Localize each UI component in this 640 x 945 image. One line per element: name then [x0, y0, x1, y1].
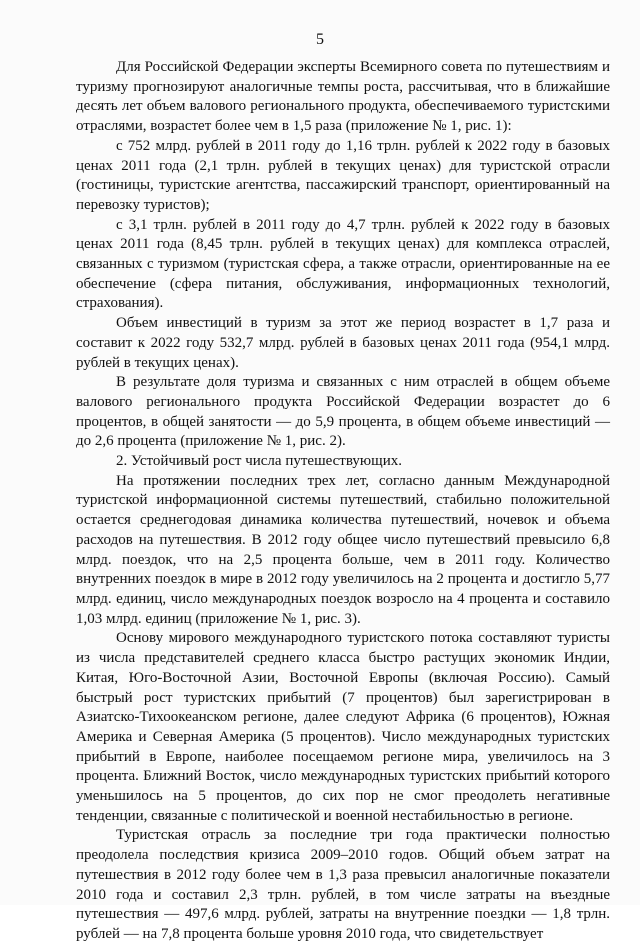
section-heading: 2. Устойчивый рост числа путешествующих.: [116, 453, 402, 470]
paragraph: с 752 млрд. рублей в 2011 году до 1,16 трлн. рублей к 2022 году в базовых ценах 2011 года (2,1 трлн. рублей в текущих ценах) для туристской отрасли (гостиницы, туристские агентства, пассажирский транспорт, ориентированный на перевозку туристов);: [76, 137, 610, 213]
paragraph: с 3,1 трлн. рублей в 2011 году до 4,7 трлн. рублей к 2022 году в базовых ценах 2011 года (8,45 трлн. рублей в текущих ценах) для комплекса отраслей, связанных с туризмом (туристская сфера, а также отрасли, ориентированные на ее обеспечение (сфера питания, обслуживания, информационных технологий, страхования).: [76, 216, 610, 312]
paragraph: Основу мирового международного туристского потока составляют туристы из числа представителей среднего класса быстро растущих экономик Индии, Китая, Юго-Восточной Азии, Восточной Европы (включая Россию). Самый быстрый рост туристских прибытий (7 процентов) был зарегистрирован в Азиатско-Тихоокеанском регионе, далее следуют Африка (6 процентов), Южная Америка и Северная Америка (5 процентов). Число международных туристских прибытий в Европе, наиболее посещаемом регионе мира, увеличилось на 3 процента. Ближний Восток, число международных туристских прибытий которого уменьшилось на 5 процентов, до сих пор не смог преодолеть негативные тенденции, связанные с политической и военной нестабильностью в регионе.: [76, 630, 610, 824]
paragraph: Объем инвестиций в туризм за этот же период возрастет в 1,7 раза и составит к 2022 году 532,7 млрд. рублей в базовых ценах 2011 года (954,1 млрд. рублей в текущих ценах).: [76, 315, 610, 371]
paragraph: В результате доля туризма и связанных с ним отраслей в общем объеме валового регионального продукта Российской Федерации возрастет до 6 процентов, в общей занятости — до 5,9 процента, в общем объеме инвестиций — до 2,6 процента (приложение № 1, рис. 2).: [76, 374, 610, 450]
paragraph: Туристская отрасль за последние три года практически полностью преодолела последствия кризиса 2009–2010 годов. Общий объем затрат на путешествия в 2012 году более чем в 1,3 раза превысил аналогичные показатели 2010 года и составил 2,3 трлн. рублей, в том числе затраты на въездные путешествия — 497,6 млрд. рублей, затраты на внутренние поездки — 1,8 трлн. рублей — на 7,8 процента больше уровня 2010 года, что свидетельствует: [76, 827, 610, 942]
paragraph: На протяжении последних трех лет, согласно данным Международной туристской информационной системы путешествий, стабильно положительной остается среднегодовая динамика количества путешествий, ночевок и объема расходов на путешествия. В 2012 году общее число путешествий превысило 6,8 млрд. поездок, что на 2,5 процента больше, чем в 2011 году. Количество внутренних поездок в мире в 2012 году увеличилось на 2 процента и достигло 5,77 млрд. единиц, число международных поездок возросло на 4 процента и составило 1,03 млрд. единиц (приложение № 1, рис. 3).: [76, 472, 610, 627]
paragraph: Для Российской Федерации эксперты Всемирного совета по путешествиям и туризму прогнозируют аналогичные темпы роста, рассчитывая, что в ближайшие десять лет объем валового регионального продукта, обеспечиваемого туристскими отраслями, возрастет более чем в 1,5 раза (приложение № 1, рис. 1):: [76, 59, 610, 135]
page-number: 5: [316, 31, 324, 48]
document-body: [76, 58, 610, 945]
